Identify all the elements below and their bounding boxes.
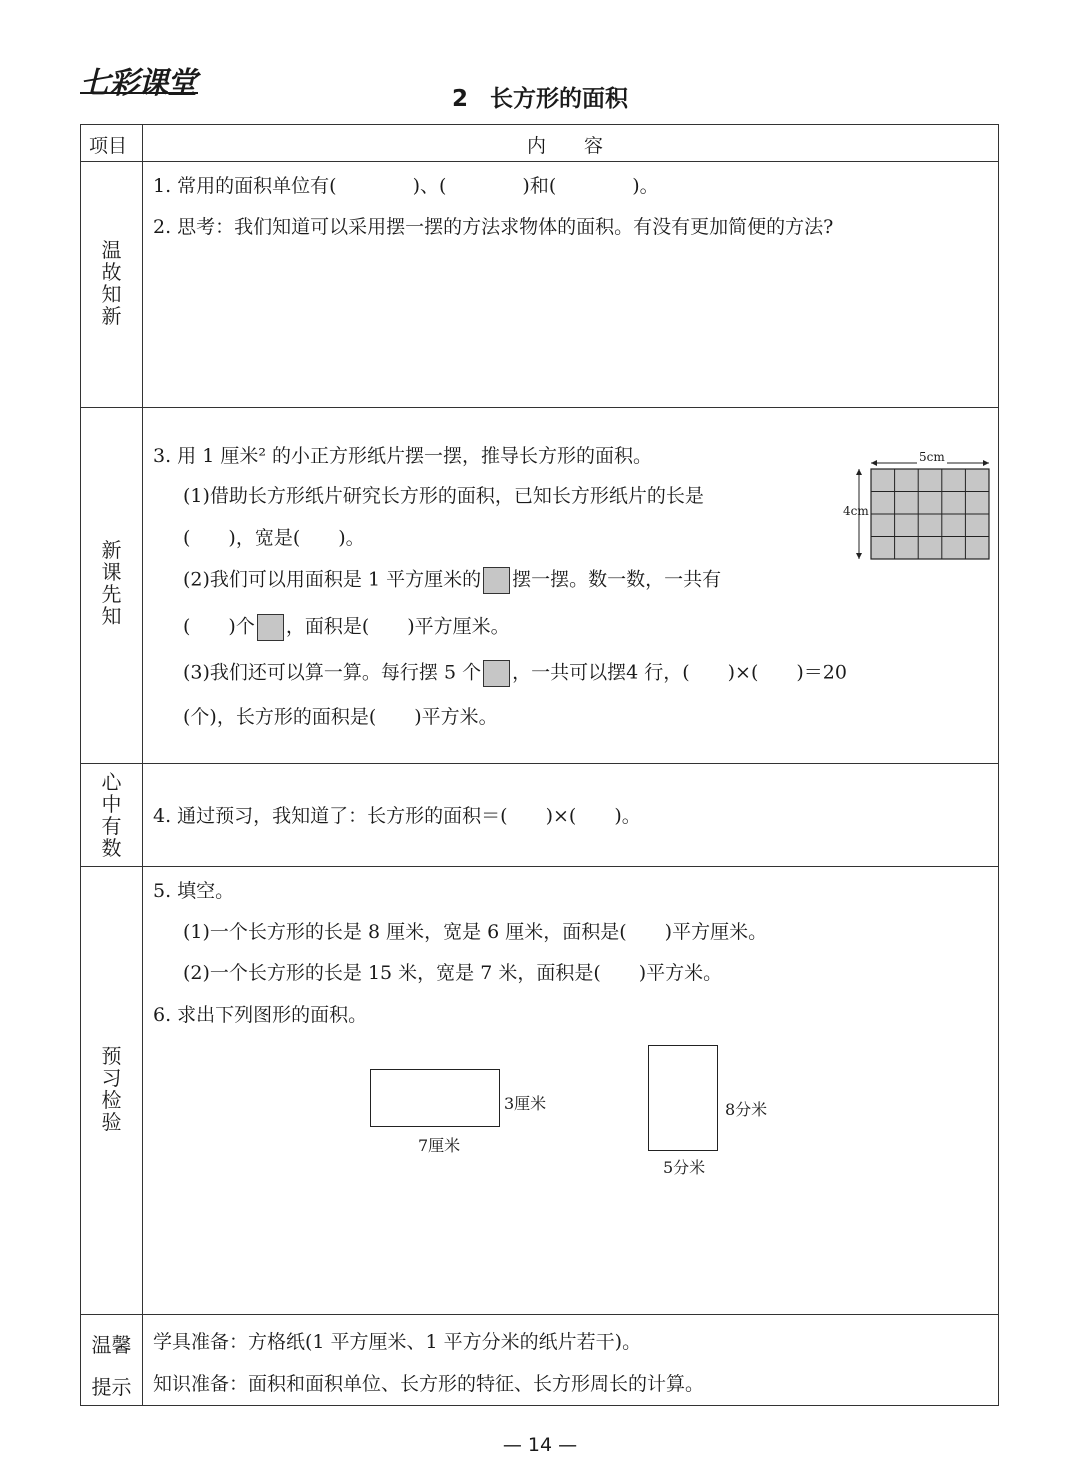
question-3-1-line1: (1)借助长方形纸片研究长方形的面积，已知长方形纸片的长是 bbox=[183, 485, 704, 507]
question-5-1: (1)一个长方形的长是 8 厘米，宽是 6 厘米，面积是( )平方厘米。 bbox=[183, 921, 768, 943]
tip-knowledge: 知识准备：面积和面积单位、长方形的特征、长方形周长的计算。 bbox=[153, 1373, 705, 1395]
question-3-1-line2: ( )，宽是( )。 bbox=[183, 527, 365, 549]
section-label-tips-2: 提示 bbox=[91, 1375, 132, 1399]
header-project: 项目 bbox=[89, 135, 128, 157]
header-content: 内 容 bbox=[527, 135, 604, 157]
question-2: 2. 思考：我们知道可以采用摆一摆的方法求物体的面积。有没有更加简便的方法? bbox=[153, 216, 834, 238]
row-divider bbox=[81, 1314, 998, 1315]
rectangle-2-width: 5分米 bbox=[663, 1158, 706, 1177]
question-5-2: (2)一个长方形的长是 15 米，宽是 7 米，面积是( )平方米。 bbox=[183, 962, 723, 984]
question-4: 4. 通过预习，我知道了：长方形的面积＝( )×( )。 bbox=[153, 805, 641, 827]
question-3-2-line2: ( )个 ，面积是( )平方厘米。 bbox=[183, 614, 510, 641]
lesson-number: 2 bbox=[451, 86, 468, 112]
section-label-tips-1: 温馨 bbox=[91, 1333, 132, 1357]
question-5: 5. 填空。 bbox=[153, 880, 235, 902]
grid-rectangle-figure bbox=[843, 450, 1003, 565]
grid-width-label: 5cm bbox=[919, 450, 945, 464]
unit-square-icon bbox=[483, 660, 510, 687]
question-6: 6. 求出下列图形的面积。 bbox=[153, 1004, 368, 1026]
rectangle-1-width: 3厘米 bbox=[504, 1094, 547, 1113]
rectangle-1-length: 7厘米 bbox=[418, 1136, 461, 1155]
lesson-title: 长方形的面积 bbox=[490, 86, 628, 112]
rectangle-figure-2 bbox=[648, 1045, 718, 1151]
question-3-3-line1: (3)我们还可以算一算。每行摆 5 个 ，一共可以摆4 行，( )×( )＝20 bbox=[183, 660, 847, 687]
question-3-3-line2: (个)，长方形的面积是( )平方米。 bbox=[183, 706, 498, 728]
page-number: — 14 — bbox=[502, 1434, 578, 1456]
row-divider bbox=[81, 161, 998, 162]
row-divider bbox=[81, 763, 998, 764]
question-1: 1. 常用的面积单位有( )、( )和( )。 bbox=[153, 175, 659, 197]
worksheet-table bbox=[80, 124, 999, 1406]
question-3: 3. 用 1 厘米² 的小正方形纸片摆一摆，推导长方形的面积。 bbox=[153, 445, 652, 467]
row-divider bbox=[81, 866, 998, 867]
section-label-review: 温 故 知 新 bbox=[101, 238, 122, 328]
question-3-2-line1: (2)我们可以用面积是 1 平方厘米的 摆一摆。数一数，一共有 bbox=[183, 567, 721, 594]
page-title bbox=[0, 80, 1080, 113]
unit-square-icon bbox=[483, 567, 510, 594]
section-label-check: 预 习 检 验 bbox=[101, 1044, 122, 1134]
unit-square-icon bbox=[257, 614, 284, 641]
section-label-summary: 心 中 有 数 bbox=[101, 770, 122, 860]
tip-tools: 学具准备：方格纸(1 平方厘米、1 平方分米的纸片若干)。 bbox=[153, 1331, 642, 1353]
brand-name: 七彩课堂 bbox=[80, 66, 196, 101]
section-label-new-lesson: 新 课 先 知 bbox=[101, 538, 122, 628]
grid-height-label: 4cm bbox=[843, 504, 869, 518]
column-divider bbox=[142, 125, 143, 1405]
row-divider bbox=[81, 407, 998, 408]
rectangle-2-length: 8分米 bbox=[725, 1100, 768, 1119]
rectangle-figure-1 bbox=[370, 1069, 500, 1127]
